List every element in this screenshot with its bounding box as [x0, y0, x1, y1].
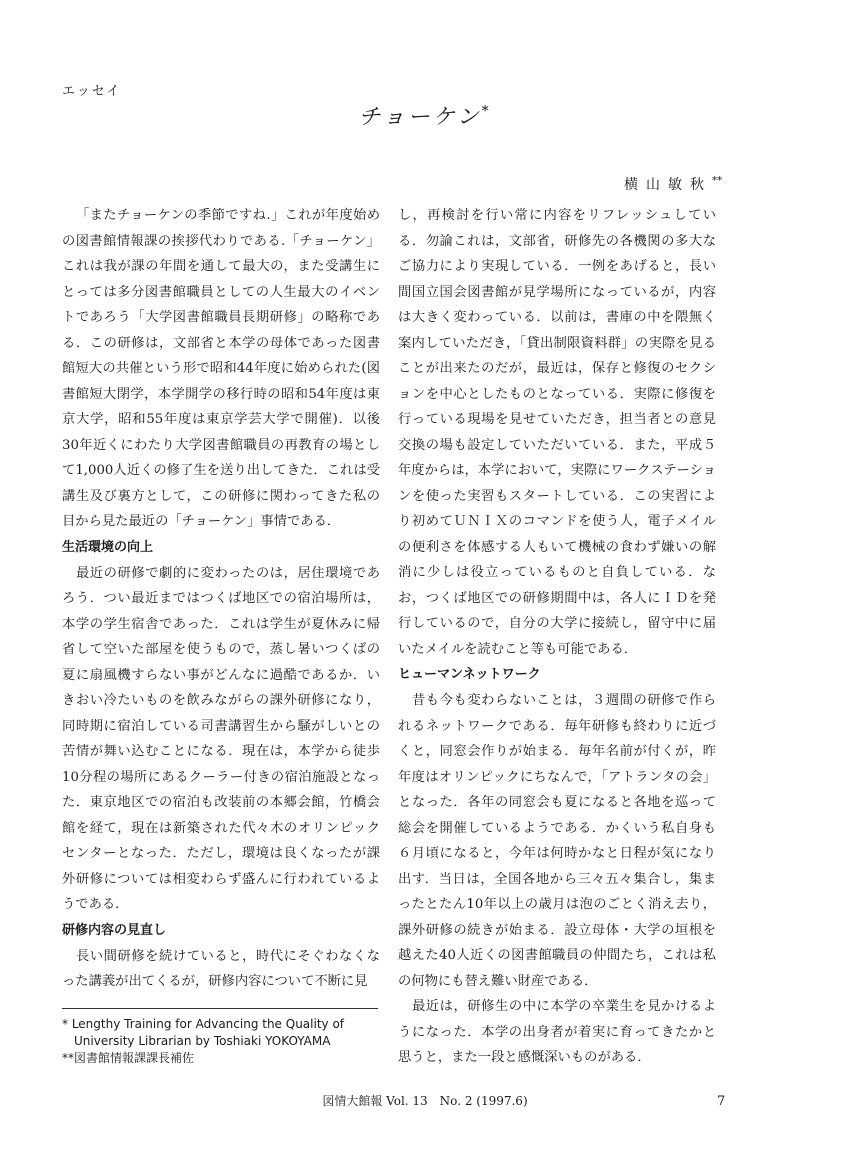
paragraph-human-network: 昔も今も変わらないことは，３週間の研修で作られるネットワークである．毎年研修も終わりに近づくと，同窓会作りが始まる．毎年名前が付くが，昨年度はオリンピックにちなんで，「アトランタの会」となった．各年の同窓会も夏になると各地を巡って総会を開催しているようである．かくいう私自身も６月頃になると，今年は何時かなと日程が気になり出す．当日は，全国各地から三々五々集合し，集まったとたん10年以上の歳月は泡のごとく消え去り，課外研修の続きが始まる．設立母体・大学の垣根を越えた40人近くの図書館職員の仲間たち，これは私の何物にも替え難い財産である．	[398, 693, 716, 989]
right-column	[398, 203, 716, 1071]
paragraph-living-environment: 最近の研修で劇的に変わったのは，居住環境であろう．つい最近まではつくば地区での宿泊場所は，本学の学生宿舎であった．これは学生が夏休みに帰省して空いた部屋を使うもので，蒸し暑いつくばの夏に扇風機すらない事がどんなに過酷であるか．いきおい冷たいものを飲みながらの課外研修になり，同時期に宿泊している司書講習生から騒がしいとの苦情が舞い込むことになる．現在は，本学から徒歩10分程の場所にあるクーラー付きの宿泊施設となった．東京地区での宿泊も改装前の本郷会館，竹橋会館を経て，現在は新築された代々木のオリンピックセンターとなった．ただし，環境は良くなったが課外研修については相変わらず盛んに行われているようである．	[62, 565, 380, 912]
title-text: チョーケン	[358, 105, 482, 130]
footnote-author-position: **図書館情報課課長補佐	[62, 1051, 195, 1065]
author-name	[624, 174, 722, 194]
footnotes	[62, 1016, 392, 1067]
page-number: 7	[717, 1094, 726, 1109]
author-footnote-mark: **	[712, 175, 722, 187]
paragraph-curriculum-review-start: 長い間研修を続けていると，時代にそぐわなくなった講義が出てくるが，研修内容について不断に見	[62, 948, 380, 989]
paragraph-intro: 「またチョーケンの季節ですね.」これが年度始めの図書館情報課の挨拶代わりである.「チョーケン」これは我が課の年間を通して最大の，また受講生にとっては多分図書館職員としての人生最大のイベントであろう「大学図書館職員長期研修」の略称である．この研修は，文部省と本学の母体であった図書館短大の共催という形で昭和44年度に始められた(図書館短大閉学，本学開学の移行時の昭和54年度は東京大学，昭和55年度は東京学芸大学で開催)．以後30年近くにわたり大学図書館職員の再教育の場として1,000人近くの修了生を送り出してきた．これは受講生及び裏方として，この研修に関わってきた私の目から見た最近の「チョーケン」事情である．	[62, 208, 380, 529]
paragraph-closing: 最近は，研修生の中に本学の卒業生を見かけるようになった．本学の出身者が着実に育ってきたかと思うと，また一段と感慨深いものがある．	[398, 999, 716, 1065]
journal-citation: 図情大館報 Vol. 13 No. 2 (1997.6)	[322, 1094, 528, 1108]
footnote-divider	[62, 1008, 378, 1009]
author-text: 横山敏秋	[624, 177, 712, 193]
footnote-english-title: * Lengthy Training for Advancing the Quality of University Librarian by Toshiaki YOKOYAMA	[62, 1017, 345, 1048]
heading-living-environment: 生活環境の向上	[62, 539, 154, 555]
paragraph-curriculum-review-cont: し，再検討を行い常に内容をリフレッシュしている．勿論これは，文部省，研修先の各機関の多大なご協力により実現している．一例をあげると，長い間国立国会図書館が見学場所になっているが，内容は大きく変わっている．以前は，書庫の中を隈無く案内していただき，「貸出制限資料群」の実際を見ることが出来たのだが，最近は，保存と修復のセクションを中心としたものとなっている．実際に修復を行っている現場を見せていただき，担当者との意見交換の場も設定していただいている．また，平成５年度からは，本学において，実際にワークステーションを使った実習もスタートしている．この実習により初めてＵＮＩＸのコマンドを使う人，電子メイルの便利さを体感する人もいて機械の食わず嫌いの解消に少しは役立っているものと自負している．なお，つくば地区での研修期間中は，各人にＩＤを発行しているので，自分の大学に接続し，留守中に届いたメイルを読むこと等も可能である．	[398, 208, 716, 657]
title-footnote-mark: *	[481, 103, 492, 120]
left-column	[62, 203, 380, 995]
article-title	[0, 100, 850, 131]
heading-curriculum-review: 研修内容の見直し	[62, 922, 167, 938]
section-category: エッセイ	[62, 84, 122, 99]
heading-human-network: ヒューマンネットワーク	[398, 667, 541, 682]
